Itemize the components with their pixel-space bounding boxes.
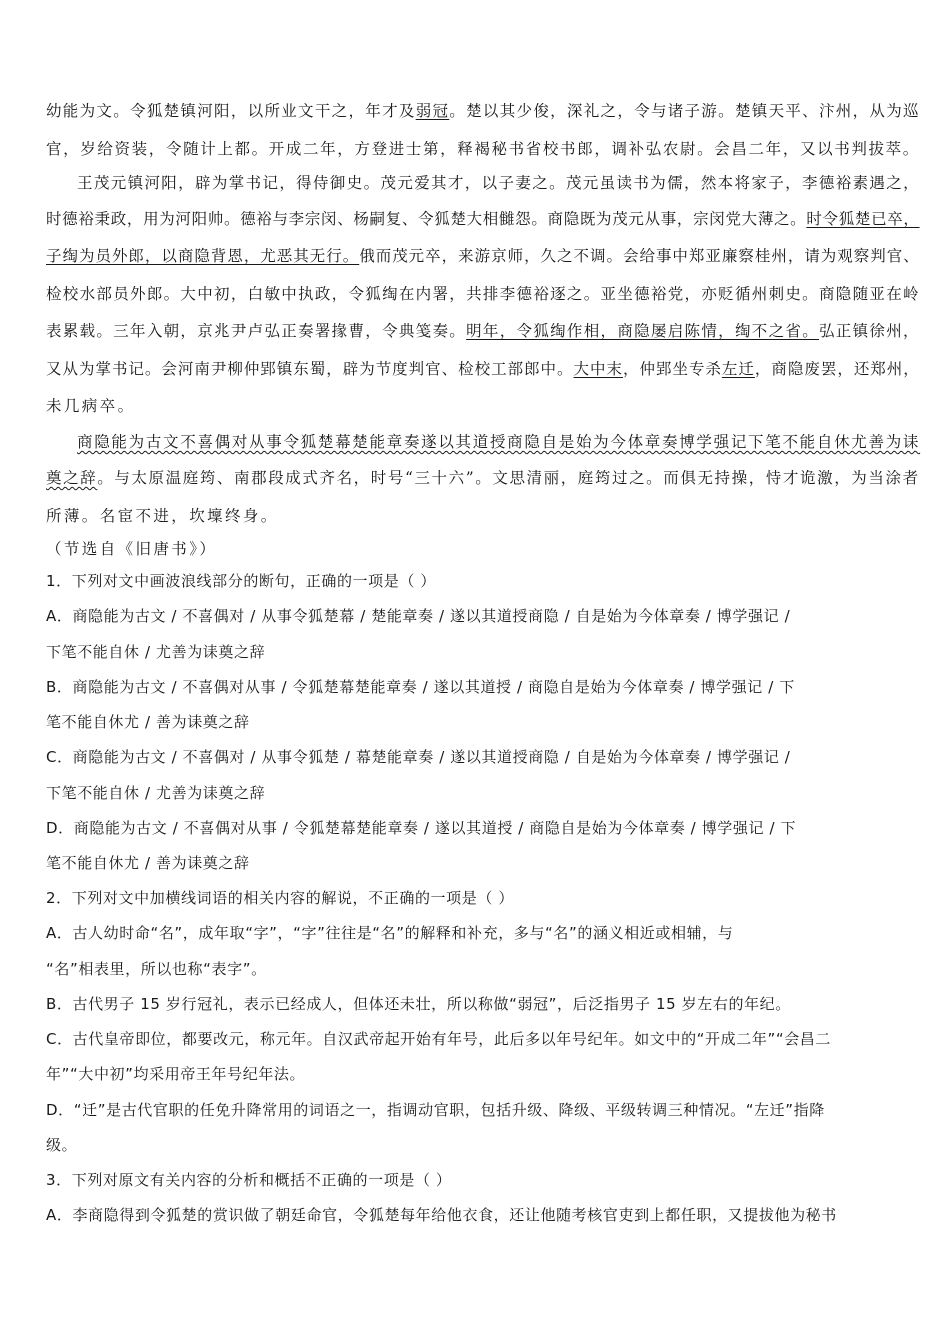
text-run: 弘正镇徐州， — [819, 322, 920, 340]
question-2-option-a-cont: “名”相表里，所以也称“表字”。 — [46, 960, 267, 978]
text-run: ，仲郢坐专杀 — [623, 360, 722, 378]
passage-line — [46, 358, 920, 380]
passage-source: （节选自《旧唐书》） — [46, 540, 218, 558]
text-run: ，商隐废罢，还郑州， — [754, 360, 920, 378]
passage-line: 未几病卒。 — [46, 397, 136, 415]
question-3-stem: 3．下列对原文有关内容的分析和概括不正确的一项是（ ） — [46, 1171, 452, 1189]
wavy-underlined-text: 商隐能为古文不喜偶对从事令狐楚幕楚能章奏遂以其道授商隐自是始为今体章奏博学强记下笔不能自休尤善为诔 — [77, 433, 921, 451]
underlined-sentence: 明年，令狐绹作相，商隐屡启陈情，绹不之省。 — [466, 322, 819, 340]
text-run: 。楚以其少俊，深礼之，令与诸子游。楚镇天平、汴州，从为巡 — [449, 102, 920, 120]
question-1-stem: 1．下列对文中画波浪线部分的断句，正确的一项是（ ） — [46, 572, 436, 590]
question-2-option-d-cont: 级。 — [46, 1136, 78, 1154]
question-1-option-a: A．商隐能为古文 / 不喜偶对 / 从事令狐楚幕 / 楚能章奏 / 遂以其道授商隐 / 自是始为今体章奏 / 博学强记 / — [46, 607, 791, 625]
question-2-option-d: D．“迁”是古代官职的任免升降常用的词语之一，指调动官职，包括升级、降级、平级转调三种情况。“左迁”指降 — [46, 1101, 825, 1119]
passage-line: 王茂元镇河阳，辟为掌书记，得侍御史。茂元爱其才，以子妻之。茂元虽读书为儒，然本将家子，李德裕素遇之， — [77, 174, 921, 192]
question-1-option-d-cont: 笔不能自休尤 / 善为诔奠之辞 — [46, 854, 250, 872]
text-run: 。与太原温庭筠、南郡段成式齐名，时号“三十六”。文思清丽，庭筠过之。而俱无持操，恃才诡激，为当涂者 — [97, 469, 920, 487]
question-2-stem: 2．下列对文中加横线词语的相关内容的解说，不正确的一项是（ ） — [46, 889, 514, 907]
text-run: 表累载。三年入朝，京兆尹卢弘正奏署掾曹，令典笺奏。 — [46, 322, 467, 340]
text-run: 时德裕秉政，用为河阳帅。德裕与李宗闵、杨嗣复、令狐楚大相雠怨。商隐既为茂元从事，宗闵党大薄之。 — [46, 210, 807, 228]
passage-line — [46, 320, 920, 342]
question-2-option-b: B．古代男子 15 岁行冠礼，表示已经成人，但体还未壮，所以称做“弱冠”，后泛指男子 15 岁左右的年纪。 — [46, 995, 791, 1013]
wavy-underlined-text: 奠之辞 — [46, 469, 98, 487]
question-1-option-c-cont: 下笔不能自休 / 尤善为诔奠之辞 — [46, 784, 266, 802]
underlined-term: 左迁 — [721, 360, 755, 378]
underlined-term: 弱冠 — [415, 102, 450, 120]
question-2-option-a: A．古人幼时命“名”，成年取“字”，“字”往往是“名”的解释和补充，多与“名”的涵义相近或相辅，与 — [46, 924, 734, 942]
question-1-option-d: D．商隐能为古文 / 不喜偶对从事 / 令狐楚幕楚能章奏 / 遂以其道授 / 商隐自是始为今体章奏 / 博学强记 / 下 — [46, 819, 797, 837]
question-1-option-c: C．商隐能为古文 / 不喜偶对 / 从事令狐楚 / 幕楚能章奏 / 遂以其道授商隐 / 自是始为今体章奏 / 博学强记 / — [46, 748, 791, 766]
question-2-option-c: C．古代皇帝即位，都要改元，称元年。自汉武帝起开始有年号，此后多以年号纪年。如文中的“开成二年”“会昌二 — [46, 1030, 831, 1048]
passage-line — [77, 431, 920, 453]
text-run: 又从为掌书记。会河南尹柳仲郢镇东蜀，辟为节度判官、检校工部郎中。 — [46, 360, 574, 378]
passage-line — [46, 100, 920, 122]
passage-line: 官，岁给资装，令随计上都。开成二年，方登进士第，释褐秘书省校书郎，调补弘农尉。会昌二年，又以书判拔萃。 — [46, 140, 920, 158]
passage-line — [46, 245, 920, 267]
question-2-option-c-cont: 年”“大中初”均采用帝王年号纪年法。 — [46, 1065, 306, 1083]
text-run: 俄而茂元卒，来游京师，久之不调。会给事中郑亚廉察桂州，请为观察判官、 — [359, 247, 920, 265]
underlined-sentence: 时令狐楚已卒， — [806, 210, 920, 228]
text-run: 幼能为文。令狐楚镇河阳，以所业文干之，年才及 — [46, 102, 416, 120]
passage-line: 所薄。名宦不进，坎壈终身。 — [46, 507, 279, 525]
underlined-term: 大中末 — [573, 360, 623, 378]
passage-line: 检校水部员外郎。大中初，白敏中执政，令狐绹在内署，共排李德裕逐之。亚坐德裕党，亦贬循州刺史。商隐随亚在岭 — [46, 285, 920, 303]
question-1-option-a-cont: 下笔不能自休 / 尤善为诔奠之辞 — [46, 643, 266, 661]
question-1-option-b-cont: 笔不能自休尤 / 善为诔奠之辞 — [46, 713, 250, 731]
question-1-option-b: B．商隐能为古文 / 不喜偶对从事 / 令狐楚幕楚能章奏 / 遂以其道授 / 商隐自是始为今体章奏 / 博学强记 / 下 — [46, 678, 795, 696]
underlined-sentence: 子绹为员外郎，以商隐背恩，尤恶其无行。 — [46, 247, 360, 265]
passage-line — [46, 467, 920, 489]
passage-line — [46, 208, 920, 230]
question-3-option-a: A．李商隐得到令狐楚的赏识做了朝廷命官，令狐楚每年给他衣食，还让他随考核官吏到上都任职，又提拔他为秘书 — [46, 1206, 837, 1224]
